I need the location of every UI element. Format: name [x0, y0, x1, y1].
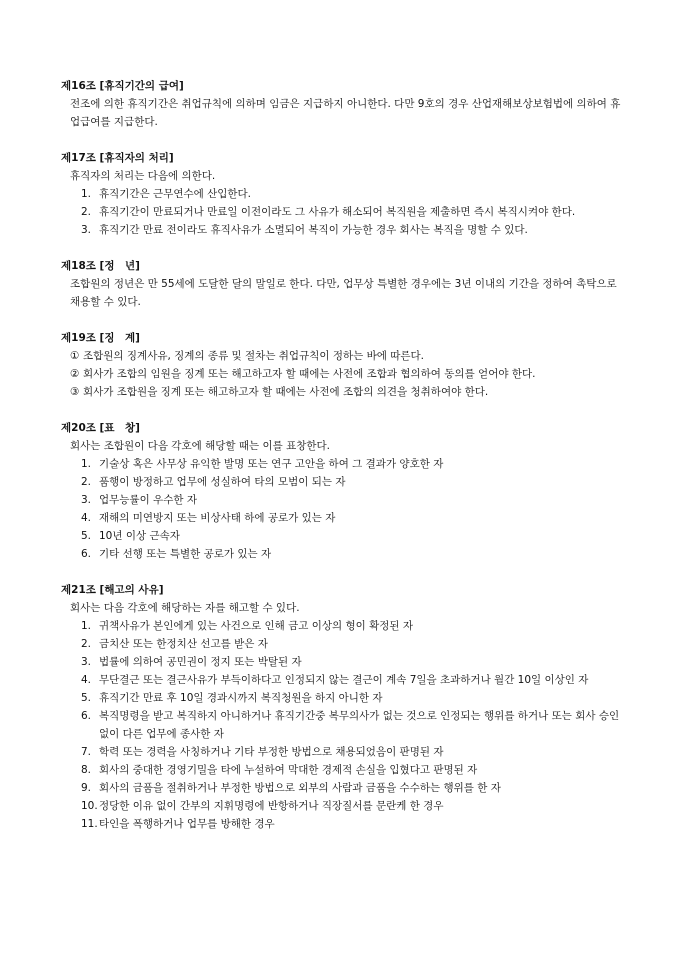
article-16: [61, 77, 627, 131]
article-title: 제16조 [휴직기간의 급여]: [61, 80, 184, 92]
item-text: 타인을 폭행하거나 업무를 방해한 경우: [99, 818, 275, 830]
list-item: [61, 221, 627, 239]
article-body: 조합원의 정년은 만 55세에 도달한 달의 말일로 한다. 다만, 업무상 특별한 경우에는 3년 이내의 기간을 정하여 촉탁으로 채용할 수 있다.: [70, 278, 617, 308]
item-text: 휴직기간 만료 전이라도 휴직사유가 소멸되어 복직이 가능한 경우 회사는 복직을 명할 수 있다.: [99, 224, 528, 236]
list-item: [61, 707, 627, 743]
list-item: [61, 743, 627, 761]
item-number: 7.: [81, 746, 92, 758]
item-text: 10년 이상 근속자: [99, 530, 180, 542]
item-text: 기타 선행 또는 특별한 공로가 있는 자: [99, 548, 272, 560]
item-text: 귀책사유가 본인에게 있는 사건으로 인해 금고 이상의 형이 확정된 자: [99, 620, 414, 632]
list-item: [61, 365, 627, 383]
item-text: 회사의 중대한 경영기밀을 타에 누설하여 막대한 경제적 손실을 입혔다고 판명된 자: [99, 764, 478, 776]
article-20: [61, 419, 627, 563]
article-intro: 회사는 조합원이 다음 각호에 해당할 때는 이를 표창한다.: [70, 440, 330, 452]
item-text: 정당한 이유 없이 간부의 지휘명령에 반항하거나 직장질서를 문란케 한 경우: [99, 800, 444, 812]
article-title: 제18조 [정 년]: [61, 260, 140, 272]
item-number: 5.: [81, 530, 92, 542]
article-intro: 회사는 다음 각호에 해당하는 자를 해고할 수 있다.: [70, 602, 300, 614]
item-number: 3.: [81, 224, 92, 236]
item-text: 휴직기간이 만료되거나 만료일 이전이라도 그 사유가 해소되어 복직원을 제출하면 즉시 복직시켜야 한다.: [99, 206, 576, 218]
item-text: 금치산 또는 한정치산 선고를 받은 자: [99, 638, 268, 650]
item-number: 3.: [81, 656, 92, 668]
article-intro: 휴직자의 처리는 다음에 의한다.: [70, 170, 216, 182]
list-item: [61, 527, 627, 545]
list-item: [61, 203, 627, 221]
list-item: [61, 347, 627, 365]
list-item: [61, 815, 627, 833]
item-number: 4.: [81, 512, 92, 524]
item-text: 회사의 금품을 절취하거나 부정한 방법으로 외부의 사람과 금품을 수수하는 행위를 한 자: [99, 782, 501, 794]
item-number: 2.: [81, 638, 92, 650]
item-number: 1.: [81, 188, 92, 200]
item-text: 휴직기간은 근무연수에 산입한다.: [99, 188, 252, 200]
article-19: [61, 329, 627, 401]
item-text: 휴직기간 만료 후 10일 경과시까지 복직청원을 하지 아니한 자: [99, 692, 383, 704]
item-list: [61, 617, 627, 833]
list-item: [61, 779, 627, 797]
item-number: 6.: [81, 710, 92, 722]
article-17: [61, 149, 627, 239]
article-body: 전조에 의한 휴직기간은 취업규칙에 의하며 임금은 지급하지 아니한다. 다만 9호의 경우 산업재해보상보험법에 의하여 휴업급여를 지급한다.: [70, 98, 621, 128]
list-item: [61, 545, 627, 563]
item-number: 5.: [81, 692, 92, 704]
list-item: [61, 491, 627, 509]
list-item: [61, 617, 627, 635]
item-list: [61, 455, 627, 563]
list-item: [61, 473, 627, 491]
item-text: 업무능률이 우수한 자: [99, 494, 197, 506]
item-number: 2.: [81, 476, 92, 488]
item-text: 무단결근 또는 결근사유가 부득이하다고 인정되지 않는 결근이 계속 7일을 초과하거나 월간 10일 이상인 자: [99, 674, 589, 686]
article-title: 제19조 [징 계]: [61, 332, 140, 344]
item-number: 3.: [81, 494, 92, 506]
item-text: 조합원의 징계사유, 징계의 종류 및 절차는 취업규칙이 정하는 바에 따른다.: [83, 350, 425, 362]
list-item: [61, 455, 627, 473]
item-text: 법률에 의하여 공민권이 정지 또는 박탈된 자: [99, 656, 302, 668]
article-title: 제20조 [표 창]: [61, 422, 140, 434]
list-item: [61, 653, 627, 671]
item-text: 회사가 조합원을 징계 또는 해고하고자 할 때에는 사전에 조합의 의견을 청취하여야 한다.: [83, 386, 489, 398]
item-text: 학력 또는 경력을 사칭하거나 기타 부정한 방법으로 채용되었음이 판명된 자: [99, 746, 444, 758]
item-list: [61, 347, 627, 401]
item-text: 품행이 방정하고 업무에 성실하여 타의 모범이 되는 자: [99, 476, 346, 488]
item-list: [61, 185, 627, 239]
item-number: 9.: [81, 782, 92, 794]
article-title: 제17조 [휴직자의 처리]: [61, 152, 174, 164]
list-item: [61, 383, 627, 401]
item-text: 회사가 조합의 임원을 징계 또는 해고하고자 할 때에는 사전에 조합과 협의하여 동의를 얻어야 한다.: [83, 368, 536, 380]
article-21: [61, 581, 627, 833]
item-number: 8.: [81, 764, 92, 776]
list-item: [61, 509, 627, 527]
item-number: 4.: [81, 674, 92, 686]
item-number: 10.: [81, 800, 98, 812]
article-title: 제21조 [해고의 사유]: [61, 584, 164, 596]
item-text: 기술상 혹은 사무상 유익한 발명 또는 연구 고안을 하여 그 결과가 양호한 자: [99, 458, 444, 470]
item-number: ②: [70, 368, 80, 380]
list-item: [61, 797, 627, 815]
list-item: [61, 185, 627, 203]
document-content: [61, 77, 627, 851]
item-number: 11.: [81, 818, 98, 830]
item-number: 1.: [81, 458, 92, 470]
item-number: 1.: [81, 620, 92, 632]
article-18: [61, 257, 627, 311]
list-item: [61, 689, 627, 707]
list-item: [61, 671, 627, 689]
item-number: ③: [70, 386, 80, 398]
item-number: 6.: [81, 548, 92, 560]
item-text: 복직명령을 받고 복직하지 아니하거나 휴직기간중 복무의사가 없는 것으로 인정되는 행위를 하거나 또는 회사 승인 없이 다른 업무에 종사한 자: [99, 710, 620, 740]
list-item: [61, 635, 627, 653]
item-text: 재해의 미연방지 또는 비상사태 하에 공로가 있는 자: [99, 512, 336, 524]
item-number: ①: [70, 350, 80, 362]
item-number: 2.: [81, 206, 92, 218]
list-item: [61, 761, 627, 779]
